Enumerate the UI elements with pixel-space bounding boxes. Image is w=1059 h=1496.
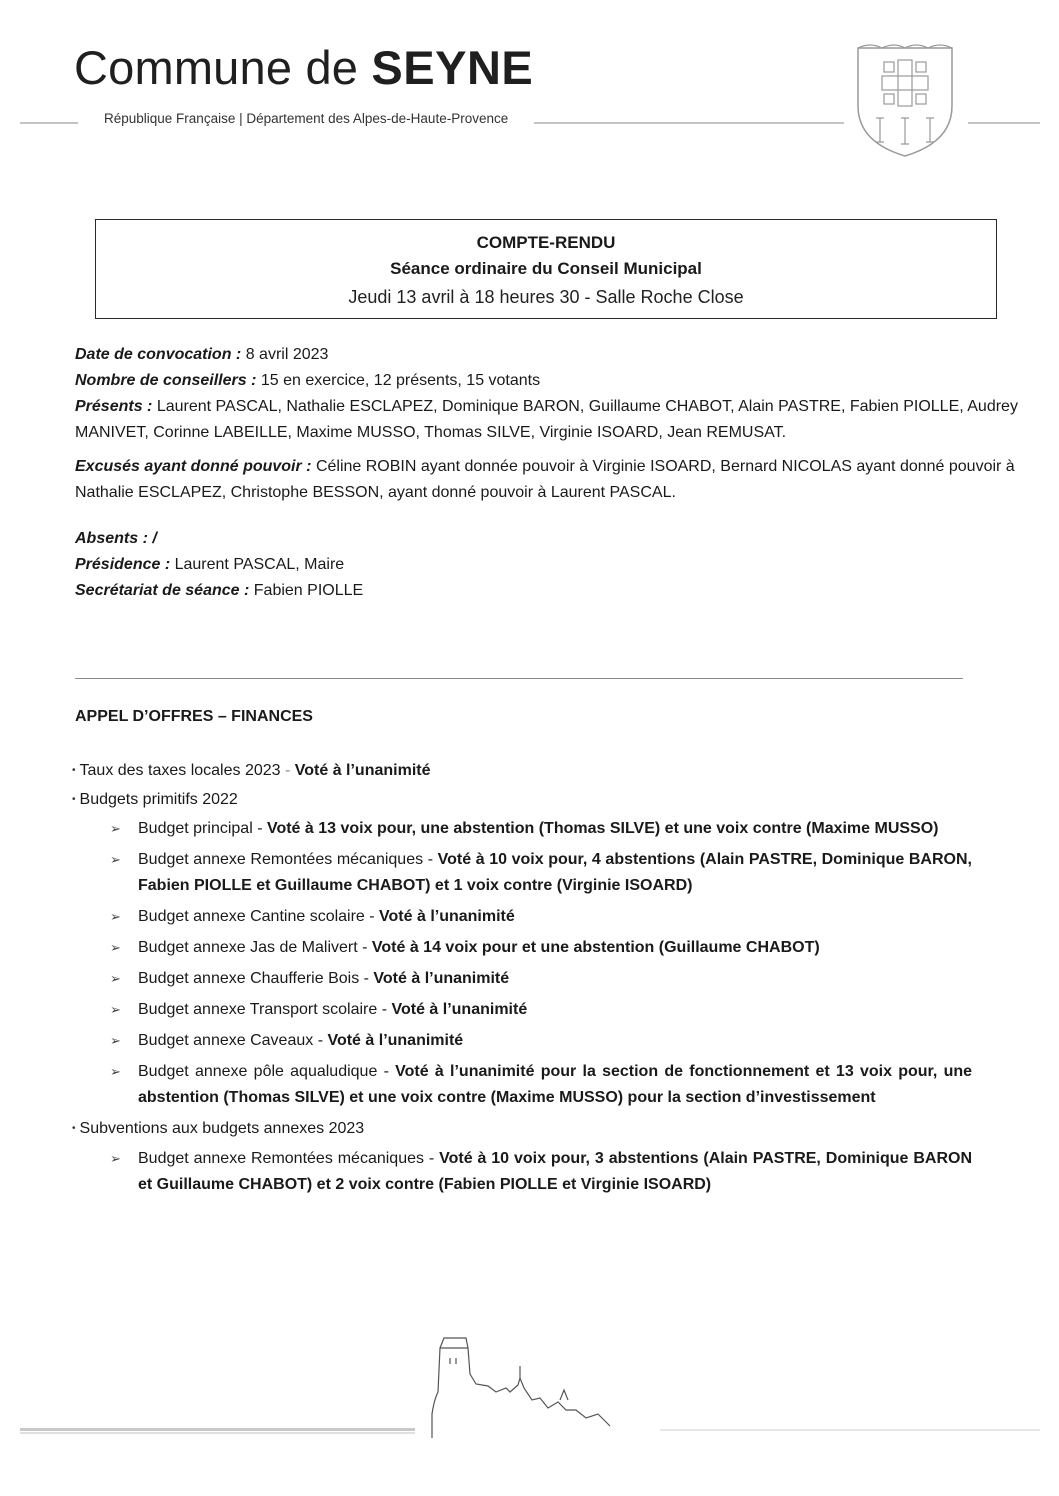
budget-item [110,997,972,1023]
budget-vote: Voté à 14 voix pour et une abstention (Guillaume CHABOT) [371,939,820,957]
item-dash: - [284,762,295,780]
arrow-bullet-icon: ➢ [110,1150,121,1166]
budget-item [110,904,972,930]
budget-text: Budget annexe Remontées mécaniques - [138,851,438,869]
presents-value: Laurent PASCAL, Nathalie ESCLAPEZ, Dominique BARON, Guillaume CHABOT, Alain PASTRE, Fabien PIOLLE, Audrey MANIVET, Corinne LABEILLE, Maxime MUSSO, Thomas SILVE, Virginie ISOARD, Jean REMUSAT. [75,398,1018,441]
budget-vote: Voté à l’unanimité pour la section de fonctionnement et 13 voix pour, une abstention (Thomas SILVE) et une voix contre (Maxime MUSSO) pour la section d’investissement [138,1063,973,1107]
list-item-taxes [72,758,972,784]
convocation-line [75,342,1025,368]
budget-text: Budget annexe Chaufferie Bois - [138,970,374,988]
arrow-bullet-icon: ➢ [110,909,121,925]
budget-text: Budget annexe Transport scolaire - [138,1001,392,1019]
budget-vote: Voté à l’unanimité [379,908,515,926]
agenda-list [72,758,972,1203]
presidence-value: Laurent PASCAL, Maire [170,556,345,573]
item-vote: Voté à l’unanimité [294,762,431,780]
budget-item [110,1059,973,1111]
arrow-bullet-icon: ➢ [110,1033,121,1049]
session-type: Séance ordinaire du Conseil Municipal [390,259,702,278]
budget-vote: Voté à l’unanimité [327,1032,464,1050]
section-title: APPEL D’OFFRES – FINANCES [75,708,313,725]
budget-item [110,847,972,899]
meeting-info [75,342,1025,604]
presents-line [75,394,1025,446]
absents-line [75,526,1025,552]
absents-label: Absents : / [75,530,157,547]
budget-text: Budget principal - [138,820,267,838]
budget-item [110,1028,972,1054]
list-item-budgets [72,787,972,813]
excuses-value: Céline ROBIN ayant donnée pouvoir à Virginie ISOARD, Bernard NICOLAS ayant donné pouvoir à Nathalie ESCLAPEZ, Christophe BESSON, ayant donné pouvoir à Laurent PASCAL. [75,458,1015,501]
report-header-box [95,219,997,319]
excuses-label: Excusés ayant donné pouvoir : [75,458,312,475]
secretariat-value: Fabien PIOLLE [249,582,364,599]
village-silhouette-icon [20,1330,1040,1440]
item-text: Taux des taxes locales 2023 [79,762,285,780]
presents-label: Présents : [75,398,153,415]
report-type: COMPTE-RENDU [476,233,616,252]
section-divider [75,678,963,679]
header-subtitle: République Française | Département des Alpes-de-Haute-Provence [104,111,509,126]
conseillers-line [75,368,1025,394]
conseillers-value: 15 en exercice, 12 présents, 15 votants [256,372,541,389]
coat-of-arms-icon [850,40,960,160]
arrow-bullet-icon: ➢ [110,821,121,837]
budget-text: Budget annexe Jas de Malivert - [138,939,372,957]
convocation-label: Date de convocation : [75,346,242,363]
presidence-label: Présidence : [75,556,171,573]
secretariat-label: Secrétariat de séance : [75,582,250,599]
subvention-vote: Voté à 10 voix pour, 3 abstentions (Alain PASTRE, Dominique BARON et Guillaume CHABOT) et 2 voix contre (Fabien PIOLLE et Virginie ISOARD) [138,1149,972,1193]
arrow-bullet-icon: ➢ [110,971,121,987]
header-rule-right [968,122,1040,124]
item-text: Budgets primitifs 2022 [79,791,238,809]
budget-item [110,966,972,992]
header-rule-middle [534,122,844,124]
budget-text: Budget annexe Cantine scolaire - [138,908,380,926]
subvention-item [110,1146,972,1198]
subvention-text: Budget annexe Remontées mécaniques - [138,1149,440,1167]
session-datetime-place: Jeudi 13 avril à 18 heures 30 - Salle Roche Close [348,287,744,307]
budget-item [110,935,972,961]
title-prefix: Commune de [74,41,372,94]
arrow-bullet-icon: ➢ [110,940,121,956]
page-title [74,40,533,96]
header-rule-left [20,122,78,124]
conseillers-label: Nombre de conseillers : [75,372,257,389]
budget-vote: Voté à 10 voix pour, 4 abstentions (Alain PASTRE, Dominique BARON, Fabien PIOLLE et Guillaume CHABOT) et 1 voix contre (Virginie ISOARD) [138,851,972,895]
arrow-bullet-icon: ➢ [110,1064,121,1080]
list-item-subventions [72,1116,972,1142]
arrow-bullet-icon: ➢ [110,852,121,868]
budget-text: Budget annexe Caveaux - [138,1032,328,1050]
budget-vote: Voté à l’unanimité [373,970,510,988]
budget-text: Budget annexe pôle aqualudique - [138,1063,396,1081]
title-commune-name: SEYNE [371,41,534,94]
item-text: Subventions aux budgets annexes 2023 [79,1120,365,1138]
budget-item [110,816,972,842]
arrow-bullet-icon: ➢ [110,1002,121,1018]
budget-vote: Voté à 13 voix pour, une abstention (Thomas SILVE) et une voix contre (Maxime MUSSO) [266,820,939,838]
presidence-line [75,552,1025,578]
budget-vote: Voté à l’unanimité [391,1001,528,1019]
secretariat-line [75,578,1025,604]
excuses-line [75,454,1025,506]
convocation-value: 8 avril 2023 [241,346,329,363]
